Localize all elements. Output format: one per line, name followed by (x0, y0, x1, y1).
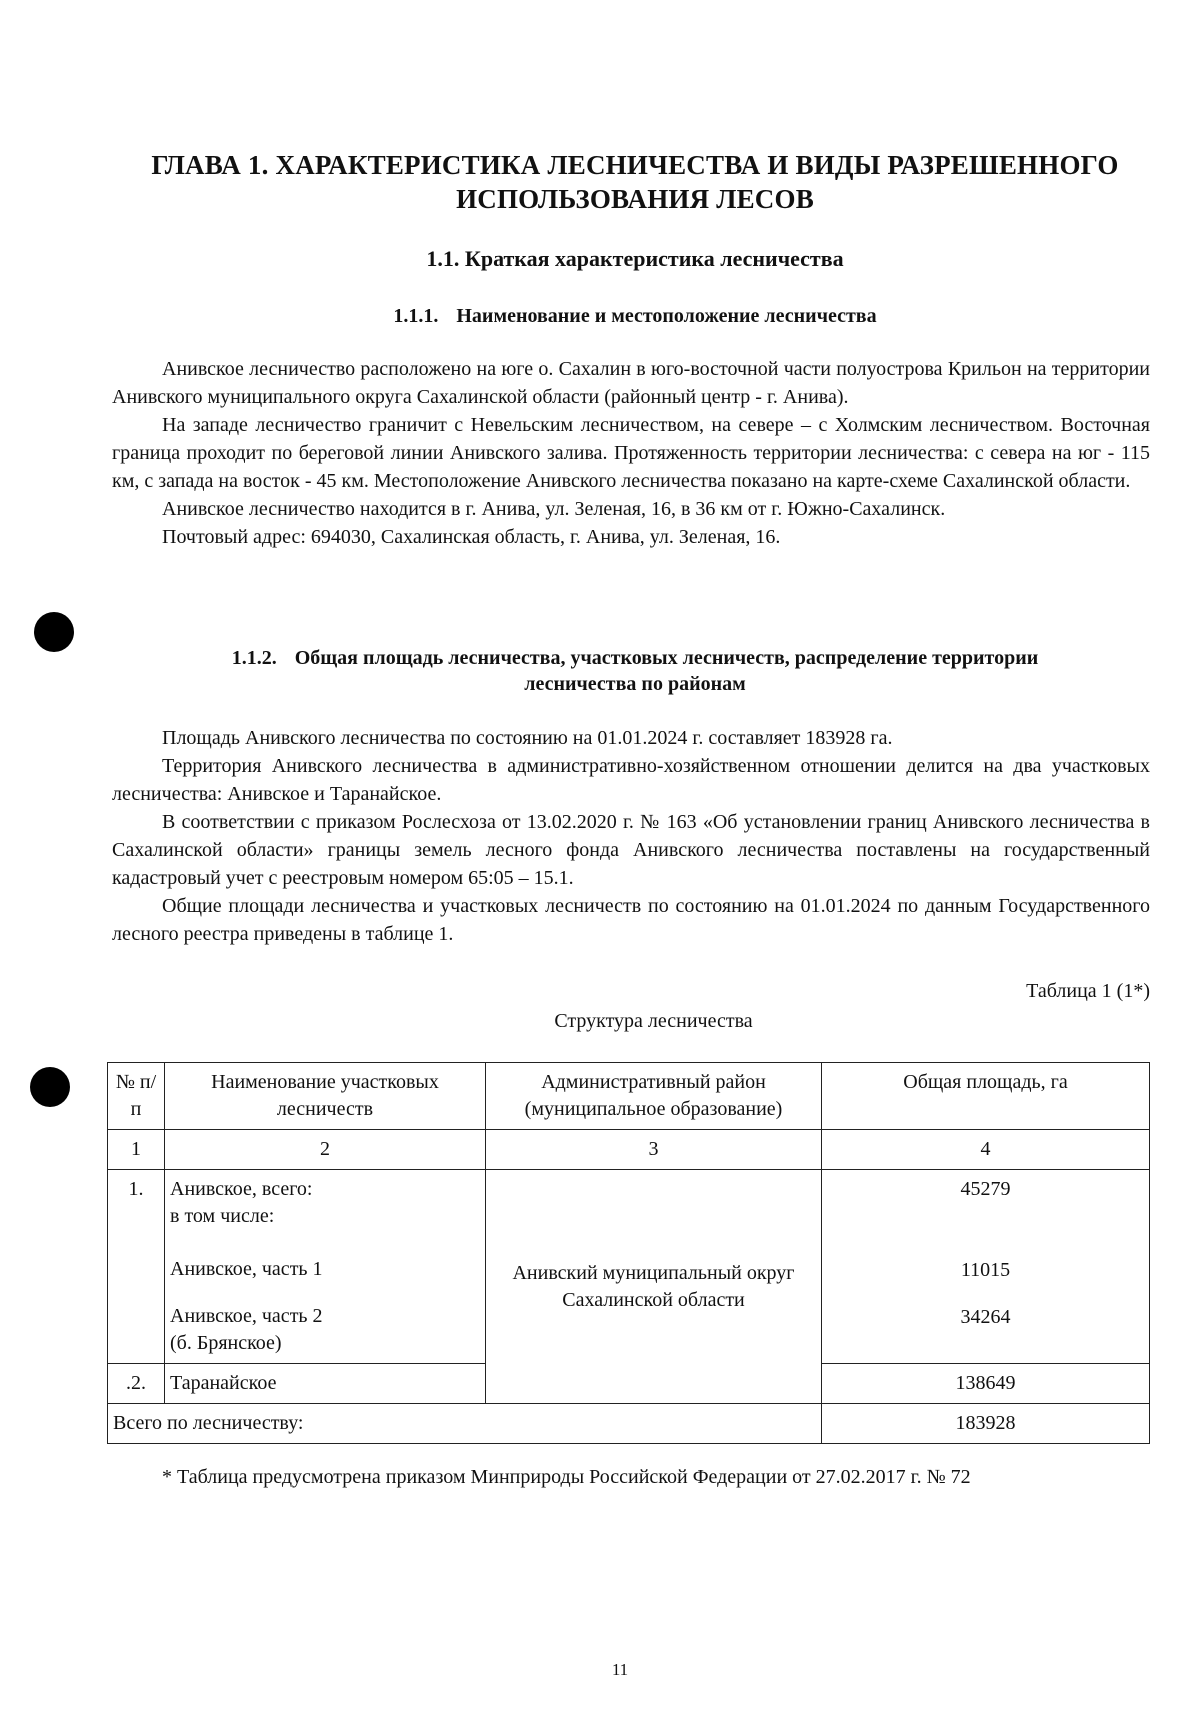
index-cell: 4 (822, 1130, 1150, 1170)
forestry-part-name: Анивское, часть 1 (170, 1258, 323, 1280)
area-value: 11015 (960, 1259, 1011, 1281)
subsection-heading: Общая площадь лесничества, участковых лесничеств, распределение территории (294, 647, 1039, 669)
paragraph: Почтовый адрес: 694030, Сахалинская область, г. Анива, ул. Зеленая, 16. (162, 526, 781, 548)
subsection-number: 1.1.2. (231, 647, 277, 669)
subsection-heading: Наименование и местоположение лесничества (456, 305, 877, 327)
table-caption: Структура лесничества (554, 1010, 753, 1032)
table-header-row (108, 1063, 1150, 1130)
punch-hole-mark (34, 612, 74, 652)
header-cell: Наименование участковых лесничеств (165, 1063, 486, 1130)
index-cell: 1 (108, 1130, 165, 1170)
chapter-title-line: ГЛАВА 1. ХАРАКТЕРИСТИКА ЛЕСНИЧЕСТВА И ВИДЫ РАЗРЕШЕННОГО (151, 150, 1119, 180)
forestry-name: Таранайское (165, 1364, 486, 1404)
forestry-structure-table (107, 1062, 1150, 1444)
forestry-name-note: в том числе: (170, 1205, 275, 1227)
section-title: 1.1. Краткая характеристика лесничества (426, 246, 844, 271)
forestry-part-name: Анивское, часть 2 (170, 1305, 323, 1327)
forestry-name: Анивское, всего: (170, 1178, 313, 1200)
header-cell: Общая площадь, га (822, 1063, 1150, 1130)
forestry-part-name: (б. Брянское) (170, 1332, 282, 1354)
area-value: 138649 (822, 1364, 1150, 1404)
chapter-title (112, 148, 1158, 216)
total-label: Всего по лесничеству: (108, 1404, 822, 1444)
index-cell: 3 (486, 1130, 822, 1170)
paragraph: Площадь Анивского лесничества по состоянию на 01.01.2024 г. составляет 183928 га. (162, 727, 893, 749)
header-cell: Административный район (муниципальное образование) (486, 1063, 822, 1130)
paragraph: Территория Анивского лесничества в административно-хозяйственном отношении делится на два участковых лесничества: Анивское и Таранайское. (112, 755, 1150, 805)
paragraph: В соответствии с приказом Рослесхоза от 13.02.2020 г. № 163 «Об установлении границ Анивского лесничества в Сахалинской области» границы земель лесного фонда Анивского лесничества поставлены на государственный кадастровый учет с реестровым номером 65:05 – 15.1. (112, 811, 1150, 889)
subsection-title (135, 645, 1135, 697)
table-reference: Таблица 1 (1*) (1026, 980, 1150, 1002)
header-cell: № п/п (108, 1063, 165, 1130)
row-number: 1. (108, 1170, 165, 1364)
chapter-title-line: ИСПОЛЬЗОВАНИЯ ЛЕСОВ (456, 184, 814, 214)
text-block (112, 724, 1150, 948)
text-block (112, 355, 1150, 551)
table-row (108, 1170, 1150, 1364)
forestry-name-cell (165, 1170, 486, 1364)
area-cell (822, 1170, 1150, 1364)
paragraph: Анивское лесничество находится в г. Анива, ул. Зеленая, 16, в 36 км от г. Южно-Сахалинск. (162, 498, 946, 520)
footnote-text: * Таблица предусмотрена приказом Минприроды Российской Федерации от 27.02.2017 г. № 72 (162, 1466, 971, 1488)
table-total-row (108, 1404, 1150, 1444)
paragraph: Анивское лесничество расположено на юге о. Сахалин в юго-восточной части полуострова Крильон на территории Анивского муниципального округа Сахалинской области (районный центр - г. Анива). (112, 358, 1150, 408)
subsection-title (112, 303, 1158, 329)
district-cell: Анивский муниципальный округ Сахалинской области (486, 1170, 822, 1404)
area-value: 45279 (960, 1178, 1011, 1200)
subsection-number: 1.1.1. (393, 305, 439, 327)
page-number: 11 (611, 1660, 629, 1679)
table-footnote (112, 1462, 1150, 1492)
paragraph: Общие площади лесничества и участковых лесничеств по состоянию на 01.01.2024 по данным Государственного лесного реестра приведены в таблице 1. (112, 895, 1150, 945)
subsection-heading: лесничества по районам (524, 673, 746, 695)
index-cell: 2 (165, 1130, 486, 1170)
paragraph: На западе лесничество граничит с Невельским лесничеством, на севере – с Холмским лесничеством. Восточная граница проходит по береговой линии Анивского залива. Протяженность территории лесничества: с севера на юг - 115 км, с запада на восток - 45 км. Местоположение Анивского лесничества показано на карте-схеме Сахалинской области. (112, 414, 1150, 492)
total-value: 183928 (822, 1404, 1150, 1444)
row-number: .2. (108, 1364, 165, 1404)
table-index-row (108, 1130, 1150, 1170)
area-value: 34264 (960, 1306, 1011, 1328)
punch-hole-mark (30, 1067, 70, 1107)
